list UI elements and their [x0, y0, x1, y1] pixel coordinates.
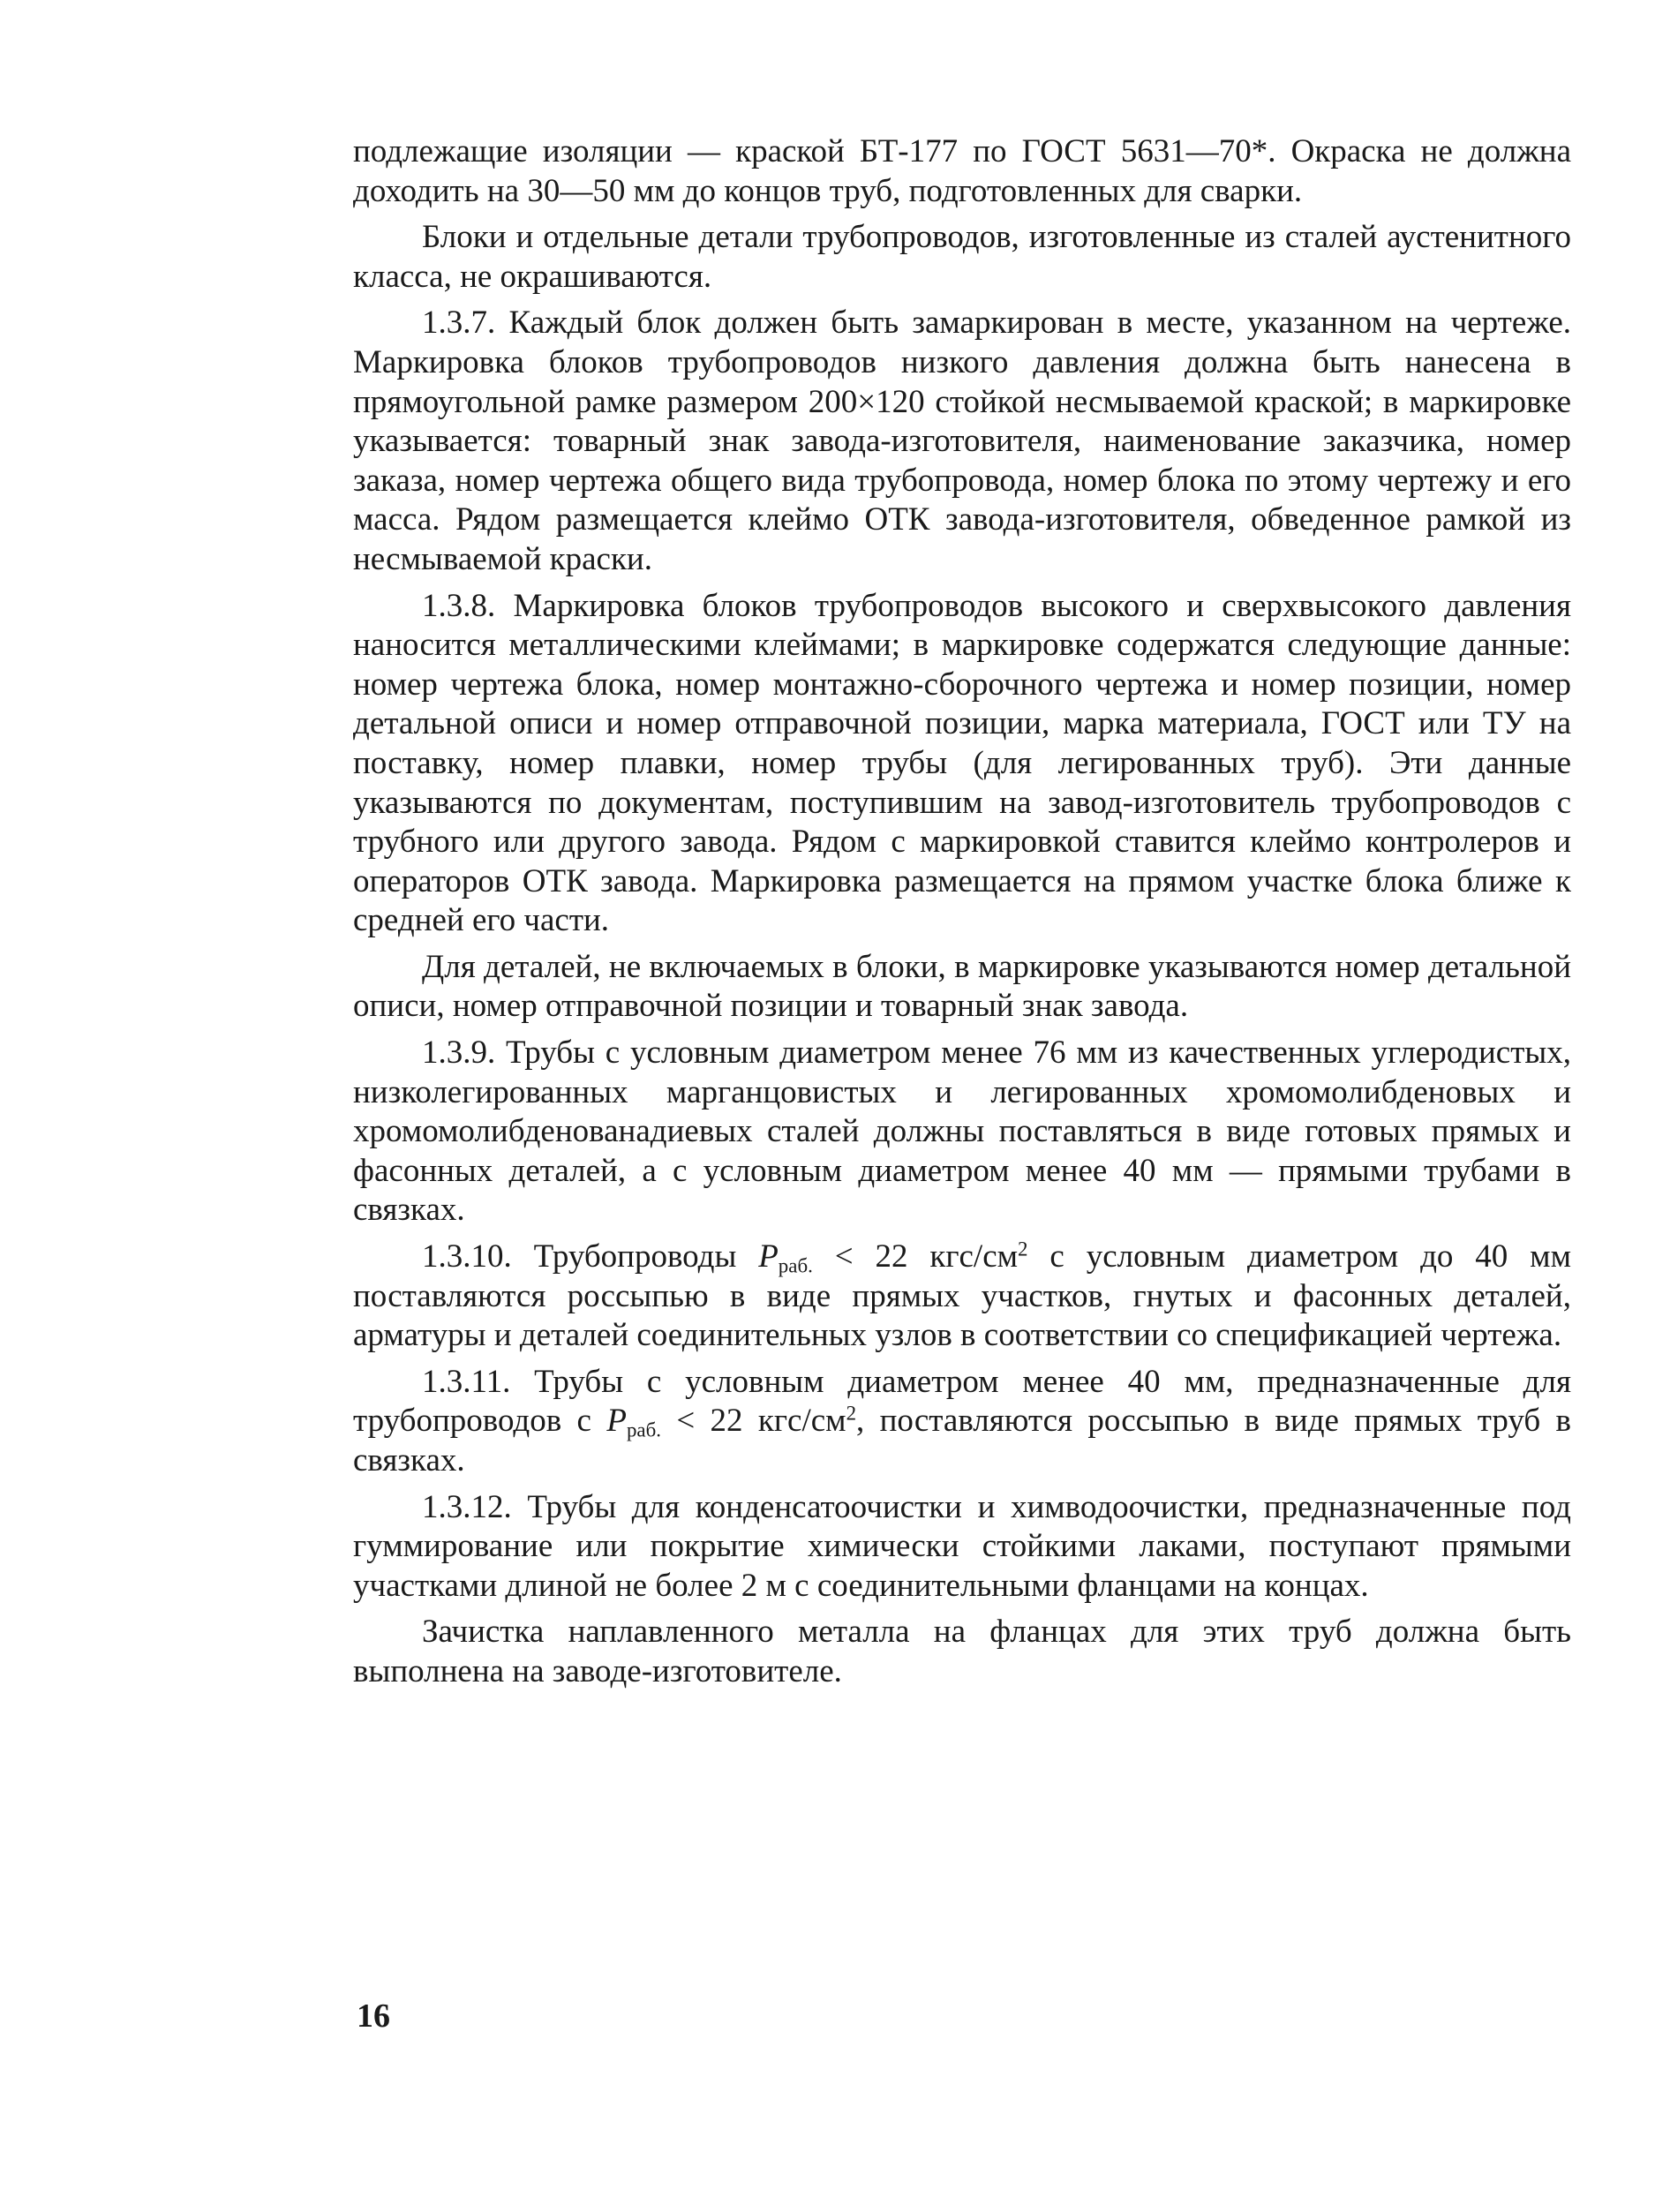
pressure-symbol: P [606, 1403, 627, 1440]
paragraph-1-3-12: 1.3.12. Трубы для конденсатоочистки и химводоочистки, предназначенные под гуммирование или покрытие химически стойкими лаками, поступают прямыми участками длиной не более 2 м с соединительными фланцами на концах. [353, 1488, 1571, 1604]
pressure-subscript: раб. [778, 1254, 813, 1277]
page-number: 16 [357, 1998, 390, 2035]
paragraph-text-part: 1.3.10. Трубопроводы [422, 1238, 759, 1275]
paragraph-1-3-10 [353, 1238, 1571, 1356]
paragraph-1-3-11 [353, 1363, 1571, 1481]
paragraph-text-part: , поставляются россыпью в виде прямых труб в связках. [353, 1403, 1571, 1478]
unit-superscript: 2 [846, 1402, 857, 1425]
paragraph-austenitic-steel: Блоки и отдельные детали трубопроводов, изготовленные из сталей аустенитного класса, не окрашиваются. [353, 219, 1571, 295]
paragraph-1-3-7: 1.3.7. Каждый блок должен быть замаркирован в месте, указанном на чертеже. Маркировка блоков трубопроводов низкого давления должна быть нанесена в прямоугольной рамке размером 200×120 стойкой несмываемой краской; в маркировке указывается: товарный знак завода-изготовителя, наименование заказчика, номер заказа, номер чертежа общего вида трубопровода, номер блока по этому чертежу и его масса. Рядом размещается клеймо ОТК завода-изготовителя, обведенное рамкой из несмываемой краски. [353, 305, 1571, 577]
paragraph-text-part: 1.3.11. Трубы с условным диаметром менее 40 мм, предназначенные для трубопроводов с [353, 1363, 1571, 1440]
paragraph-text-part: с условным диаметром до 40 мм поставляются россыпью в виде прямых участков, гнутых и фасонных деталей, арматуры и деталей соединительных узлов в соответствии со спецификацией чертежа. [353, 1238, 1571, 1354]
paragraph-text-part: < 22 кгс/см [661, 1403, 846, 1440]
unit-superscript: 2 [1018, 1238, 1028, 1260]
paragraph-text-part: < 22 кгс/см [812, 1238, 1019, 1275]
pressure-symbol: P [758, 1238, 779, 1275]
paragraph-1-3-8: 1.3.8. Маркировка блоков трубопроводов высокого и сверхвысокого давления наносится металлическими клеймами; в маркировке содержатся следующие данные: номер чертежа блока, номер монтажно-сборочного чертежа и номер позиции, номер детальной описи и номер отправочной позиции, марка материала, ГОСТ или ТУ на поставку, номер плавки, номер трубы (для легированных труб). Эти данные указываются по документам, поступившим на завод-изготовитель трубопроводов с трубного или другого завода. Рядом с маркировкой ставится клеймо контролеров и операторов ОТК завода. Маркировка размещается на прямом участке блока ближе к средней его части. [353, 587, 1571, 939]
paragraph-details-marking: Для деталей, не включаемых в блоки, в маркировке указываются номер детальной описи, номер отправочной позиции и товарный знак завода. [353, 948, 1571, 1025]
pressure-subscript: раб. [626, 1418, 661, 1441]
paragraph-flange-cleaning: Зачистка наплавленного металла на фланцах для этих труб должна быть выполнена на заводе-изготовителе. [353, 1614, 1571, 1689]
document-page [353, 132, 1571, 1699]
paragraph-1-3-9: 1.3.9. Трубы с условным диаметром менее 76 мм из качественных углеродистых, низколегированных марганцовистых и легированных хромомолибденовых и хромомолибденованадиевых сталей должны поставляться в виде готовых прямых и фасонных деталей, а с условным диаметром менее 40 мм — прямыми трубами в связках. [353, 1035, 1571, 1229]
paragraph-painting-continued: подлежащие изоляции — краской БТ-177 по ГОСТ 5631—70*. Окраска не должна доходить на 30—50 мм до концов труб, подготовленных для сварки. [353, 133, 1571, 209]
